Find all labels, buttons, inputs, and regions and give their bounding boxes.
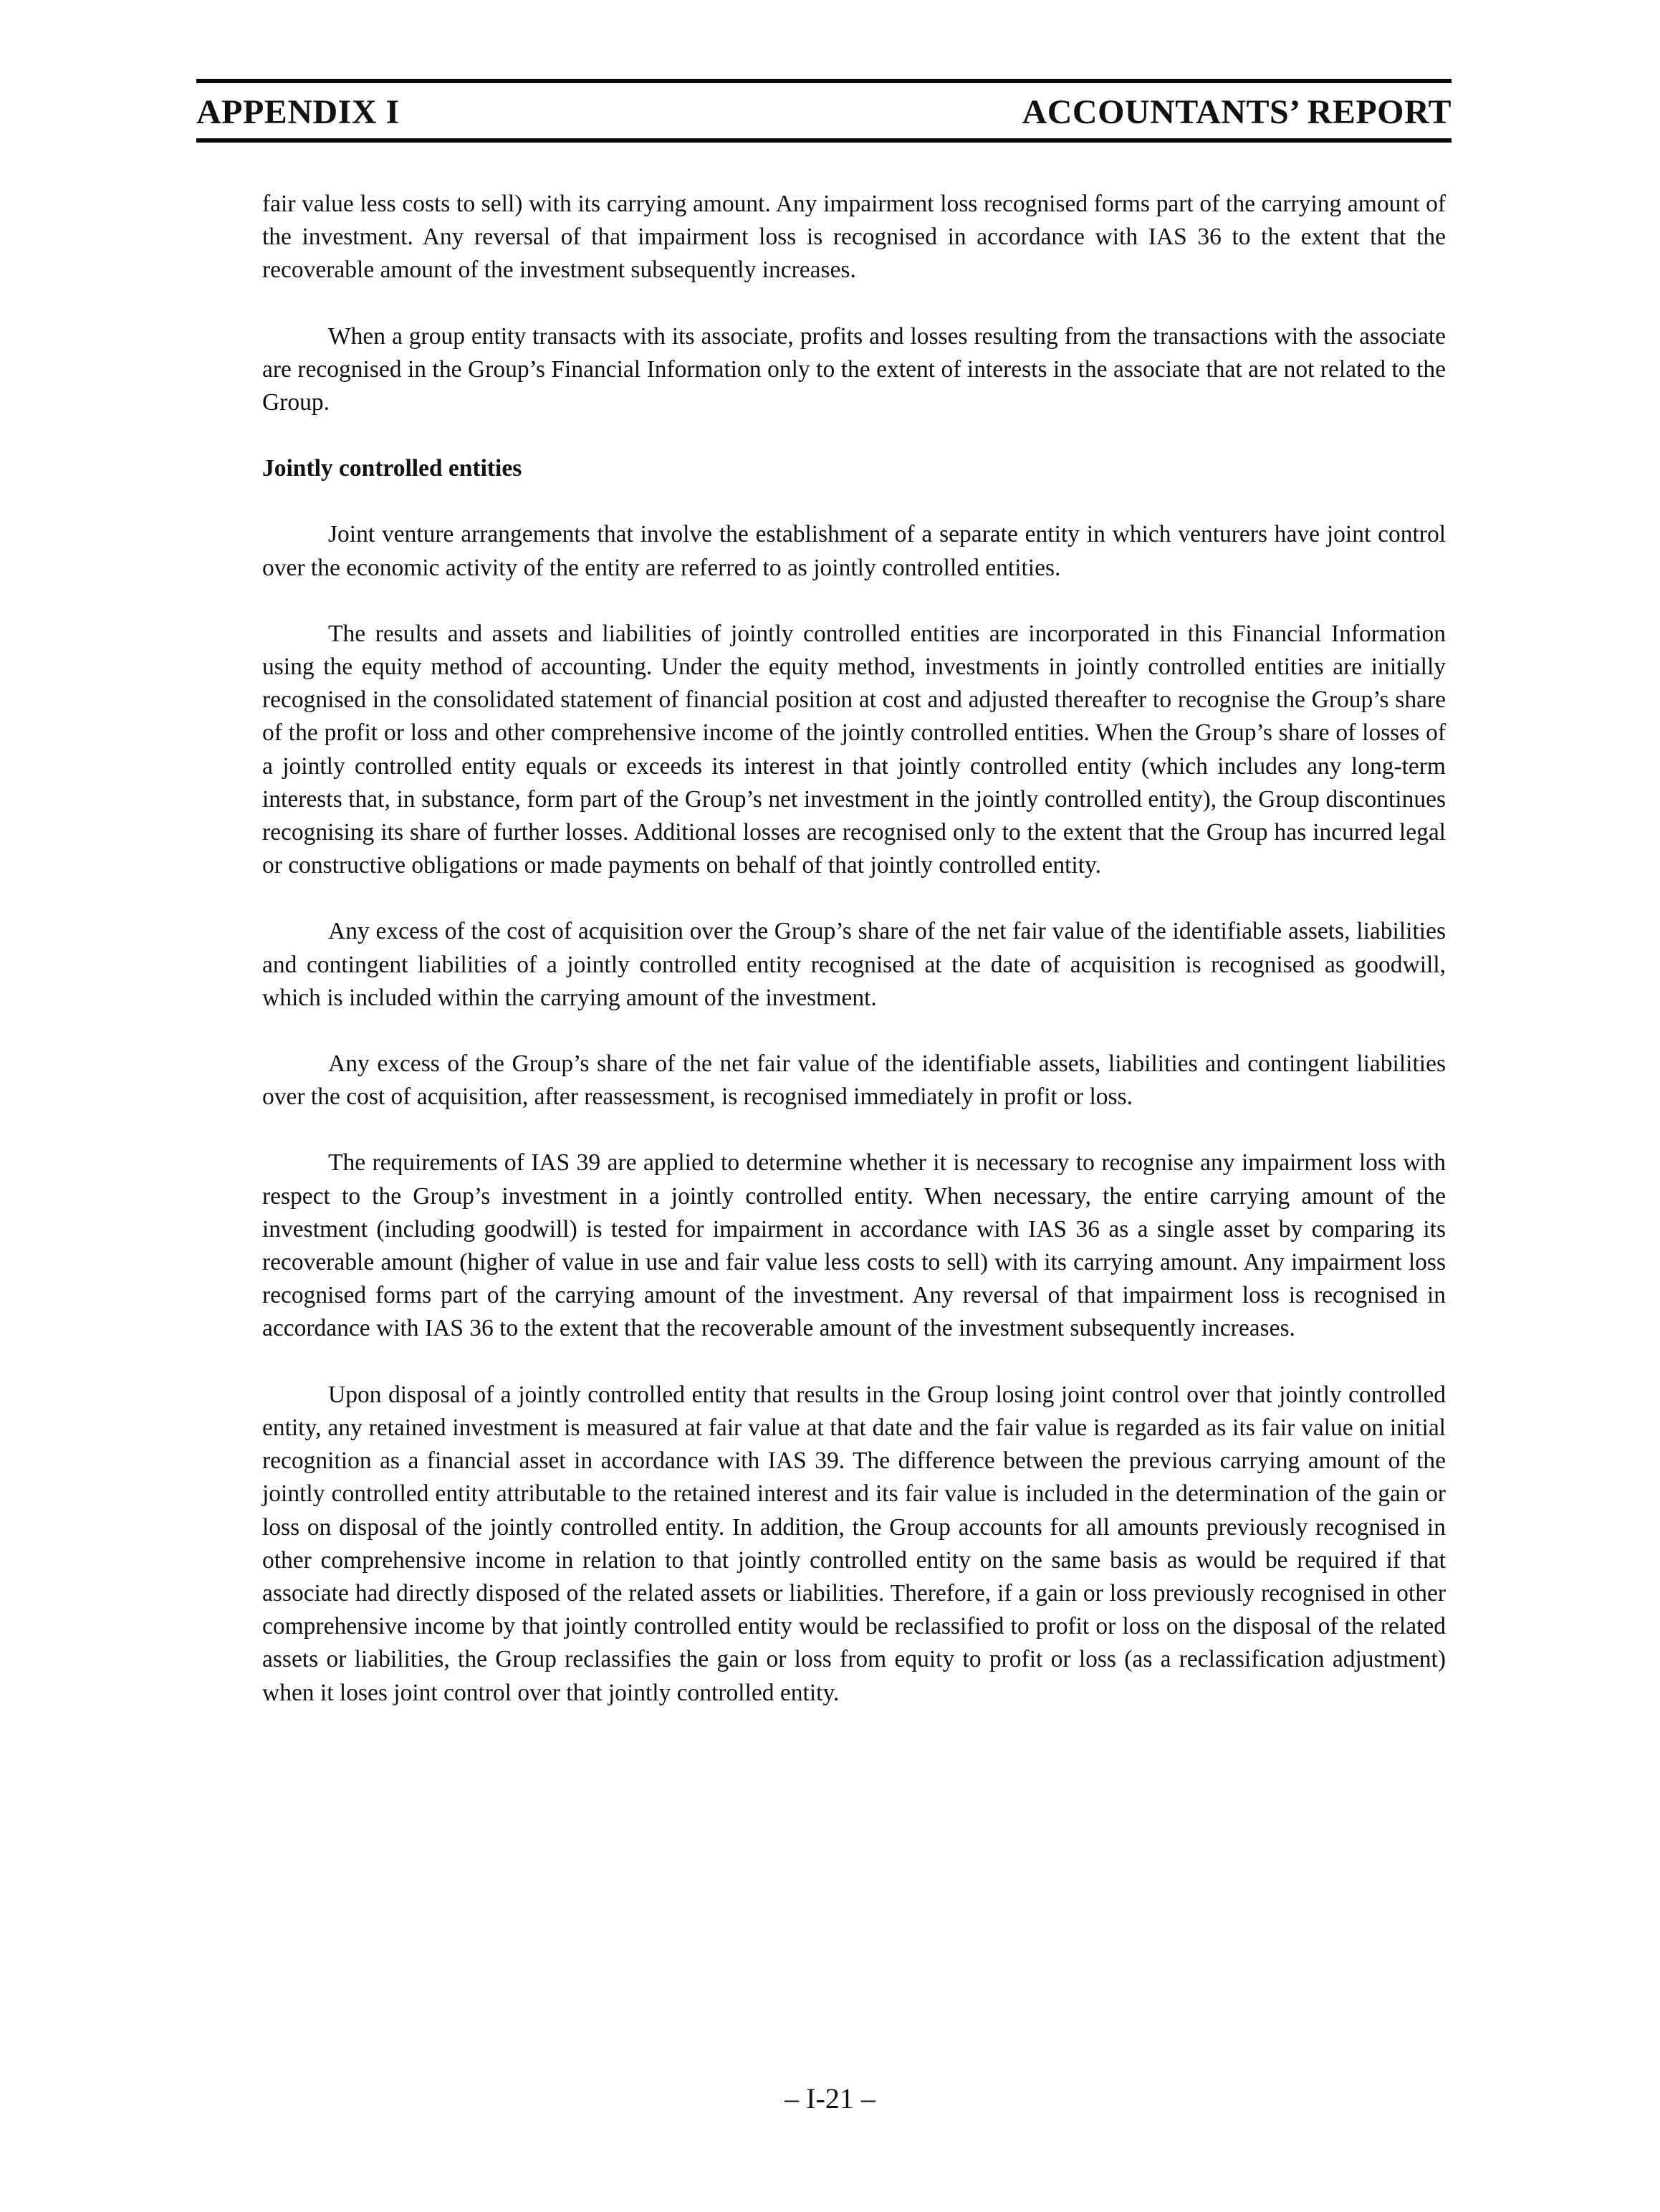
paragraph-associate-transactions: When a group entity transacts with its associate, profits and losses resulting from the transactions with the associate are recognised in the Group’s Financial Information only to the extent of interests in the associate that are not related to the Group. bbox=[262, 322, 1446, 416]
header-bottom-rule bbox=[196, 138, 1452, 143]
paragraph: The requirements of IAS 39 are applied to determine whether it is necessary to recognise any impairment loss with respect to the Group’s investment in a jointly controlled entity. When necessary, the entire carrying amount of the investment (including goodwill) is tested for impairment in accordance with IAS 36 as a single asset by comparing its recoverable amount (higher of value in use and fair value less costs to sell) with its carrying amount. Any impairment loss recognised forms part of the carrying amount of the investment. Any reversal of that impairment loss is recognised in accordance with IAS 36 to the extent that the recoverable amount of the investment subsequently increases. bbox=[262, 1149, 1446, 1342]
header-report-title: ACCOUNTANTS’ REPORT bbox=[1022, 92, 1452, 131]
page-number: – I-21 – bbox=[785, 2082, 875, 2115]
paragraph: Joint venture arrangements that involve the establishment of a separate entity in which venturers have joint control over the economic activity of the entity are referred to as jointly controlled entities. bbox=[262, 521, 1446, 581]
header-appendix-label: APPENDIX I bbox=[196, 92, 400, 131]
running-header bbox=[196, 89, 1452, 135]
paragraph: Any excess of the cost of acquisition over the Group’s share of the net fair value of the identifiable assets, liabilities and contingent liabilities of a jointly controlled entity recognised at the date of acquisition is recognised as goodwill, which is included within the carrying amount of the investment. bbox=[262, 918, 1446, 1011]
paragraph: Upon disposal of a jointly controlled entity that results in the Group losing joint control over that jointly controlled entity, any retained investment is measured at fair value at that date and the fair value is regarded as its fair value on initial recognition as a financial asset in accordance with IAS 39. The difference between the previous carrying amount of the jointly controlled entity attributable to the retained interest and its fair value is included in the determination of the gain or loss on disposal of the jointly controlled entity. In addition, the Group accounts for all amounts previously recognised in other comprehensive income in relation to that jointly controlled entity on the same basis as would be required if that associate had directly disposed of the related assets or liabilities. Therefore, if a gain or loss previously recognised in other comprehensive income by that jointly controlled entity would be reclassified to profit or loss on the disposal of the related assets or liabilities, the Group reclassifies the gain or loss from equity to profit or loss (as a reclassification adjustment) when it loses joint control over that jointly controlled entity. bbox=[262, 1381, 1446, 1706]
section-heading: Jointly controlled entities bbox=[262, 455, 522, 482]
header-top-rule bbox=[196, 79, 1452, 83]
paragraph-continued: fair value less costs to sell) with its carrying amount. Any impairment loss recognised forms part of the carrying amount of the investment. Any reversal of that impairment loss is recognised in accordance with IAS 36 to the extent that the recoverable amount of the investment subsequently increases. bbox=[262, 191, 1446, 284]
paragraph: The results and assets and liabilities of jointly controlled entities are incorporated in this Financial Information using the equity method of accounting. Under the equity method, investments in jointly controlled entities are initially recognised in the consolidated statement of financial position at cost and adjusted thereafter to recognise the Group’s share of the profit or loss and other comprehensive income of the jointly controlled entities. When the Group’s share of losses of a jointly controlled entity equals or exceeds its interest in that jointly controlled entity (which includes any long-term interests that, in substance, form part of the Group’s net investment in the jointly controlled entity), the Group discontinues recognising its share of further losses. Additional losses are recognised only to the extent that the Group has incurred legal or constructive obligations or made payments on behalf of that jointly controlled entity. bbox=[262, 620, 1446, 879]
paragraph: Any excess of the Group’s share of the net fair value of the identifiable assets, liabilities and contingent liabilities over the cost of acquisition, after reassessment, is recognised immediately in profit or loss. bbox=[262, 1050, 1446, 1111]
document-body bbox=[262, 188, 1446, 1743]
